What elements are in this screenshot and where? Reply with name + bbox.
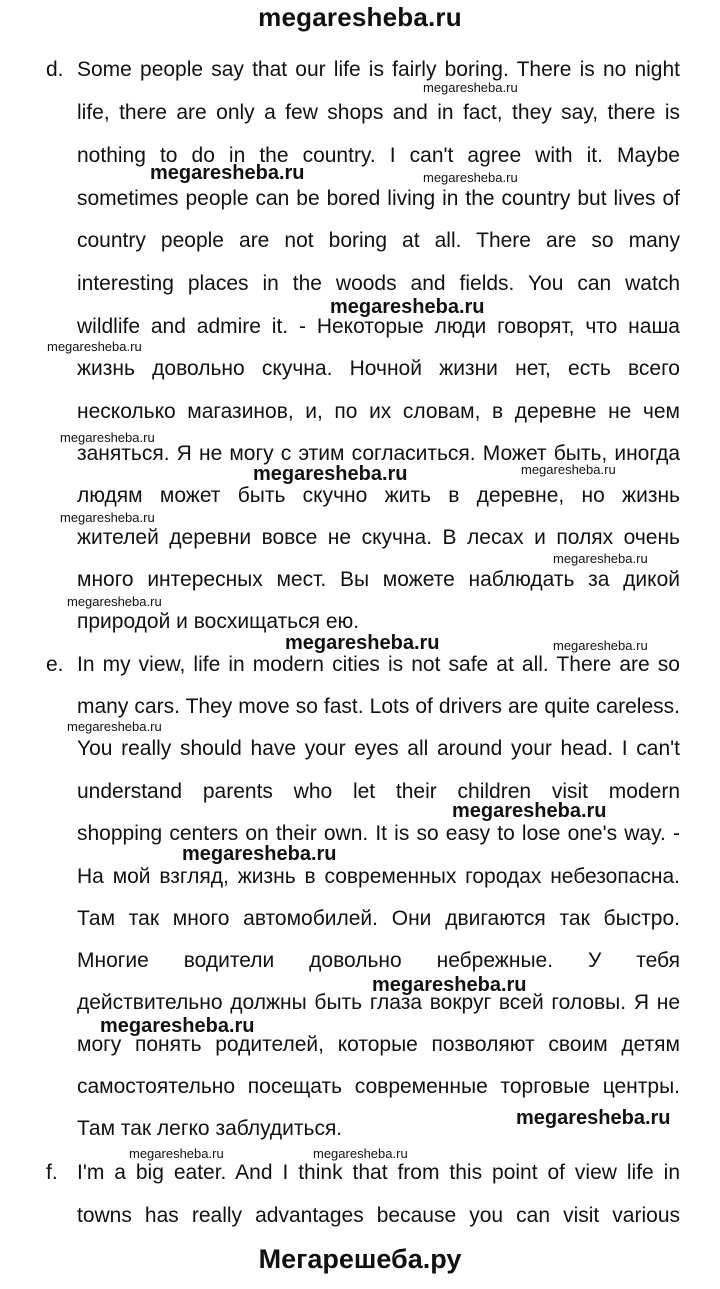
watermark: megaresheba.ru <box>521 462 616 477</box>
watermark: megaresheba.ru <box>330 296 485 318</box>
watermark: megaresheba.ru <box>452 800 607 822</box>
text-line: many cars. They move so fast. Lots of drivers are quite careless. <box>77 695 680 718</box>
watermark: megaresheba.ru <box>60 430 155 445</box>
text-line: могу понять родителей, которые позволяют своим детям <box>77 1033 680 1056</box>
watermark: megaresheba.ru <box>372 974 527 996</box>
watermark: megaresheba.ru <box>47 339 142 354</box>
text-line: природой и восхищаться ею. <box>77 610 360 633</box>
text-line: understand parents who let their children visit modern <box>77 780 680 803</box>
text-line: несколько магазинов, и, по их словам, в деревне не чем <box>77 400 680 423</box>
text-line: Там так легко заблудиться. <box>77 1117 343 1140</box>
text-line: Многие водители довольно небрежные. У тебя <box>77 949 680 972</box>
text-line: I'm a big eater. And I think that from this point of view life in <box>77 1161 680 1184</box>
text-line: sometimes people can be bored living in the country but lives of <box>77 187 680 210</box>
watermark: megaresheba.ru <box>553 638 648 653</box>
watermark: megaresheba.ru <box>516 1107 671 1129</box>
watermark: megaresheba.ru <box>313 1146 408 1161</box>
header-site-title: megaresheba.ru <box>258 2 462 32</box>
text-line: towns has really advantages because you can visit various <box>77 1204 680 1227</box>
item-marker-e: e. <box>46 653 64 676</box>
text-line: wildlife and admire it. - Некоторые люди говорят, что наша <box>77 315 680 338</box>
text-line: shopping centers on their own. It is so easy to lose one's way. - <box>77 822 680 845</box>
text-line: Some people say that our life is fairly boring. There is no night <box>77 58 680 81</box>
text-line: In my view, life in modern cities is not safe at all. There are so <box>77 653 680 676</box>
text-line: самостоятельно посещать современные торговые центры. <box>77 1075 680 1098</box>
text-line: life, there are only a few shops and in fact, they say, there is <box>77 101 680 124</box>
watermark: megaresheba.ru <box>150 162 305 184</box>
text-line: interesting places in the woods and fields. You can watch <box>77 272 680 295</box>
text-line: жизнь довольно скучна. Ночной жизни нет, есть всего <box>77 357 680 380</box>
watermark: megaresheba.ru <box>553 551 648 566</box>
text-line: много интересных мест. Вы можете наблюдать за дикой <box>77 568 680 591</box>
watermark: megaresheba.ru <box>182 843 337 865</box>
watermark: megaresheba.ru <box>253 463 408 485</box>
watermark: megaresheba.ru <box>67 594 162 609</box>
watermark: megaresheba.ru <box>129 1146 224 1161</box>
text-line: country people are not boring at all. There are so many <box>77 229 680 252</box>
item-marker-d: d. <box>46 58 64 81</box>
text-line: nothing to do in the country. I can't agree with it. Maybe <box>77 144 680 167</box>
text-line: жителей деревни вовсе не скучна. В лесах и полях очень <box>77 526 680 549</box>
text-line: You really should have your eyes all around your head. I can't <box>77 737 680 760</box>
watermark: megaresheba.ru <box>60 510 155 525</box>
text-line: Там так много автомобилей. Они двигаются так быстро. <box>77 907 680 930</box>
item-marker-f: f. <box>46 1161 58 1184</box>
watermark: megaresheba.ru <box>285 632 440 654</box>
watermark: megaresheba.ru <box>423 80 518 95</box>
watermark: megaresheba.ru <box>67 719 162 734</box>
text-line: заняться. Я не могу с этим согласиться. Может быть, иногда <box>77 442 680 465</box>
watermark: megaresheba.ru <box>423 170 518 185</box>
text-line: людям может быть скучно жить в деревне, но жизнь <box>77 484 680 507</box>
text-line: На мой взгляд, жизнь в современных городах небезопасна. <box>77 865 680 888</box>
footer-site-title: Мегарешеба.ру <box>258 1244 462 1274</box>
text-line: действительно должны быть глаза вокруг всей головы. Я не <box>77 991 680 1014</box>
watermark: megaresheba.ru <box>100 1015 255 1037</box>
